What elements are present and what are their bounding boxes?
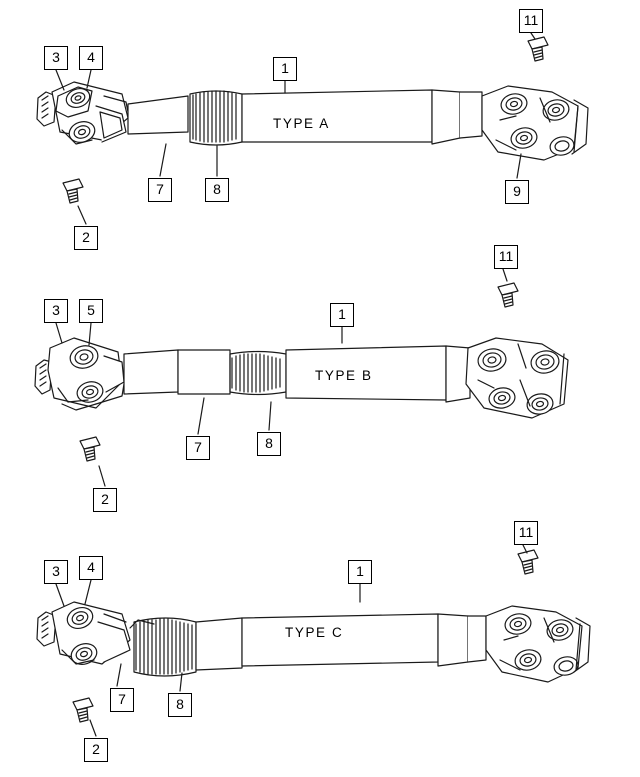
leader-2-b	[99, 466, 105, 486]
type-b-shaft	[124, 346, 470, 402]
leader-3-b	[56, 323, 62, 343]
callout-3-b[interactable]: 3	[44, 299, 68, 323]
leader-7-b	[198, 398, 204, 434]
leader-11-a	[531, 33, 535, 39]
leader-2-a	[78, 206, 86, 224]
leader-8-b	[269, 402, 271, 430]
callout-11-a[interactable]: 11	[519, 9, 543, 33]
callout-1-a[interactable]: 1	[273, 57, 297, 81]
type-c-rear-joint	[486, 606, 590, 682]
callout-11-c[interactable]: 11	[514, 521, 538, 545]
callout-3-a[interactable]: 3	[44, 46, 68, 70]
leader-2-c	[90, 720, 96, 736]
type-c-front-joint	[37, 602, 130, 668]
callout-3-c[interactable]: 3	[44, 560, 68, 584]
callout-7-a[interactable]: 7	[148, 178, 172, 202]
callout-5-b[interactable]: 5	[79, 299, 103, 323]
type-c-bolt-11	[518, 550, 538, 574]
assembly-type-b	[35, 269, 568, 486]
leader-7-a	[160, 144, 166, 176]
type-b-rear-joint	[466, 338, 568, 418]
leader-3-a	[56, 70, 64, 90]
type-a-front-joint	[37, 82, 130, 146]
callout-11-b[interactable]: 11	[494, 245, 518, 269]
type-a-bolt-2	[63, 179, 83, 203]
type-b-bolt-11	[498, 283, 518, 307]
leader-3-c	[56, 584, 64, 606]
leader-9-a	[517, 154, 521, 178]
callout-2-a[interactable]: 2	[74, 226, 98, 250]
leader-5-b	[89, 323, 91, 345]
type-b-label: TYPE B	[315, 368, 373, 383]
callout-4-a[interactable]: 4	[79, 46, 103, 70]
callout-8-b[interactable]: 8	[257, 432, 281, 456]
callout-9-a[interactable]: 9	[505, 180, 529, 204]
type-c-bolt-2	[73, 698, 93, 722]
type-a-rear-joint	[482, 86, 588, 160]
leader-4-c	[85, 580, 91, 604]
callout-2-c[interactable]: 2	[84, 738, 108, 762]
callout-1-b[interactable]: 1	[330, 303, 354, 327]
leader-8-c	[180, 673, 182, 691]
callout-7-b[interactable]: 7	[186, 436, 210, 460]
type-a-bolt-11	[528, 37, 548, 61]
callout-8-c[interactable]: 8	[168, 693, 192, 717]
callout-7-c[interactable]: 7	[110, 688, 134, 712]
callout-4-c[interactable]: 4	[79, 556, 103, 580]
type-b-front-joint	[35, 338, 124, 410]
type-b-bolt-2	[80, 437, 100, 461]
type-c-shaft	[130, 614, 486, 676]
callout-2-b[interactable]: 2	[93, 488, 117, 512]
callout-8-a[interactable]: 8	[205, 178, 229, 202]
callout-1-c[interactable]: 1	[348, 560, 372, 584]
type-a-label: TYPE A	[273, 116, 330, 131]
leader-11-b	[503, 269, 507, 281]
leader-7-c	[117, 664, 121, 686]
type-c-label: TYPE C	[285, 625, 344, 640]
